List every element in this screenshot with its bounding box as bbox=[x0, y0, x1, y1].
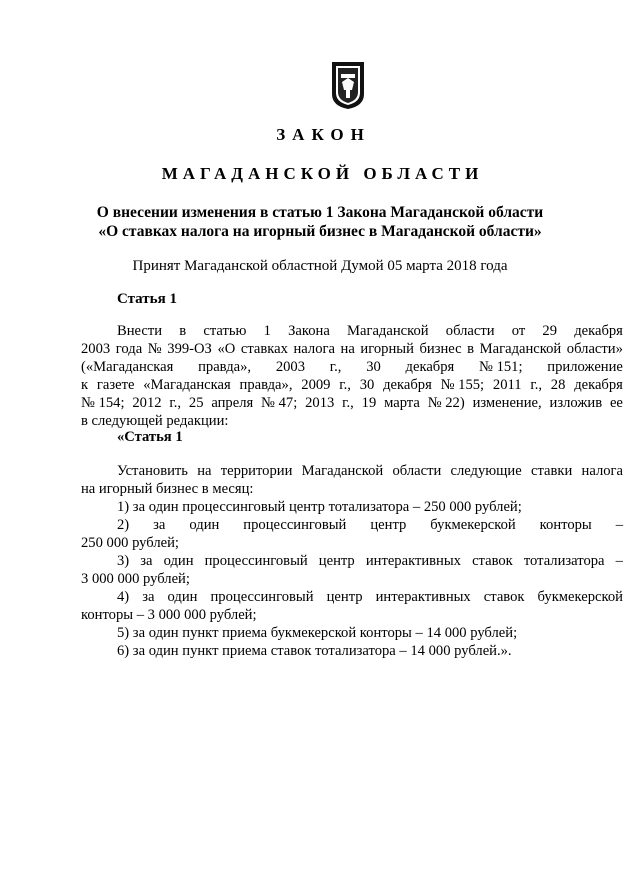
rate-item-5: 5) за один пункт приема букмекерской конторы – 14 000 рублей; bbox=[117, 625, 518, 641]
word: области bbox=[392, 463, 442, 479]
word: 2011 bbox=[492, 377, 522, 393]
paragraph-line bbox=[81, 358, 623, 376]
quoted-article-heading: «Статья 1 bbox=[117, 429, 183, 445]
word: в bbox=[467, 341, 475, 357]
word: декабря bbox=[405, 359, 455, 375]
word: ставки bbox=[530, 463, 573, 479]
word: за bbox=[140, 553, 153, 569]
word: г., bbox=[530, 377, 542, 393]
word: ставок bbox=[472, 553, 513, 569]
word: газете bbox=[96, 377, 135, 393]
rate-item-6: 6) за один пункт приема ставок тотализатора – 14 000 рублей.». bbox=[117, 643, 512, 659]
word: налога bbox=[581, 463, 623, 479]
rate-item-2 bbox=[81, 516, 623, 534]
word: к bbox=[81, 377, 89, 393]
word: изменение, bbox=[472, 395, 542, 411]
word: 2013 bbox=[305, 395, 335, 411]
word: «Магаданская bbox=[143, 377, 231, 393]
word: интерактивных bbox=[375, 589, 471, 605]
word: налога bbox=[293, 341, 335, 357]
word: 2009 bbox=[301, 377, 331, 393]
word: на bbox=[197, 463, 212, 479]
law-title: ЗАКОН bbox=[276, 125, 371, 144]
word: статью bbox=[203, 323, 247, 339]
rate-item-2-continued: 250 000 рублей; bbox=[81, 535, 179, 551]
word: № 155; bbox=[440, 377, 485, 393]
word: ставок bbox=[483, 589, 525, 605]
word: г., bbox=[342, 395, 354, 411]
word: игорный bbox=[360, 341, 414, 357]
rate-item-1: 1) за один процессинговый центр тотализатора – 250 000 рублей; bbox=[117, 499, 522, 515]
word: декабря bbox=[574, 323, 623, 339]
word: 25 bbox=[188, 395, 204, 411]
word: правда», bbox=[198, 359, 252, 375]
word: области» bbox=[566, 341, 623, 357]
word: декабря bbox=[574, 377, 623, 393]
word: букмекерской bbox=[430, 517, 516, 533]
word: 2003 bbox=[275, 359, 306, 375]
word: г., bbox=[329, 359, 342, 375]
word: один bbox=[189, 517, 220, 533]
word: ставках bbox=[240, 341, 288, 357]
region-title: МАГАДАНСКОЙ ОБЛАСТИ bbox=[161, 164, 484, 183]
word: «О bbox=[217, 341, 236, 357]
rates-intro-line bbox=[81, 462, 623, 480]
word: апреля bbox=[211, 395, 254, 411]
word: 4) bbox=[117, 589, 130, 605]
word: Внести bbox=[117, 323, 163, 339]
rate-item-4-continued: конторы – 3 000 000 рублей; bbox=[81, 607, 257, 623]
word: г., bbox=[339, 377, 351, 393]
word: г., bbox=[169, 395, 182, 411]
word: в bbox=[179, 323, 187, 339]
word: центр bbox=[318, 553, 355, 569]
word: 2) bbox=[117, 517, 130, 533]
word: интерактивных bbox=[365, 553, 461, 569]
word: за bbox=[142, 589, 155, 605]
word: букмекерской bbox=[537, 589, 623, 605]
word: конторы bbox=[539, 517, 592, 533]
word: 2012 bbox=[132, 395, 162, 411]
word: Магаданской bbox=[479, 341, 562, 357]
word: тотализатора bbox=[523, 553, 605, 569]
word: один bbox=[167, 589, 198, 605]
law-subtitle-line-1: О внесении изменения в статью 1 Закона Магаданской области bbox=[96, 204, 544, 221]
word: бизнес bbox=[419, 341, 462, 357]
adoption-note: Принят Магаданской областной Думой 05 марта 2018 года bbox=[132, 258, 508, 274]
word: марта bbox=[384, 395, 420, 411]
word: 30 bbox=[366, 359, 381, 375]
word: Магаданской bbox=[301, 463, 384, 479]
article-heading: Статья 1 bbox=[117, 291, 177, 307]
paragraph-line: в следующей редакции: bbox=[81, 413, 229, 429]
word: 2003 bbox=[81, 341, 111, 357]
word: изложив bbox=[549, 395, 603, 411]
word: ее bbox=[609, 395, 623, 411]
word: 1 bbox=[263, 323, 271, 339]
word: № 151; bbox=[479, 359, 523, 375]
word: 399-ОЗ bbox=[167, 341, 212, 357]
word: за bbox=[153, 517, 166, 533]
word: центр bbox=[370, 517, 407, 533]
word: территории bbox=[220, 463, 293, 479]
word: области bbox=[445, 323, 495, 339]
word: Закона bbox=[288, 323, 330, 339]
word: центр bbox=[326, 589, 363, 605]
law-subtitle-line-2: «О ставках налога на игорный бизнес в Магаданской области» bbox=[98, 223, 542, 240]
word: Установить bbox=[117, 463, 188, 479]
word: 19 bbox=[361, 395, 377, 411]
word: декабря bbox=[383, 377, 432, 393]
word: № 22) bbox=[427, 395, 465, 411]
rate-item-3-continued: 3 000 000 рублей; bbox=[81, 571, 190, 587]
word: – bbox=[615, 553, 623, 569]
rate-item-3 bbox=[81, 552, 623, 570]
word: один bbox=[163, 553, 194, 569]
word: года bbox=[115, 341, 143, 357]
paragraph-line bbox=[81, 394, 623, 412]
word: Магаданской bbox=[347, 323, 429, 339]
rate-item-4 bbox=[81, 588, 623, 606]
rates-intro-line: на игорный бизнес в месяц: bbox=[81, 481, 254, 497]
word: на bbox=[340, 341, 355, 357]
word: 3) bbox=[117, 553, 130, 569]
word: № bbox=[147, 341, 162, 357]
word: № 47; bbox=[261, 395, 298, 411]
word: 30 bbox=[359, 377, 375, 393]
word: процессинговый bbox=[210, 589, 314, 605]
word: 28 bbox=[550, 377, 566, 393]
paragraph-line bbox=[81, 340, 623, 358]
word: процессинговый bbox=[204, 553, 308, 569]
word: («Магаданская bbox=[81, 359, 174, 375]
paragraph-line bbox=[81, 376, 623, 394]
paragraph-line bbox=[81, 322, 623, 340]
word: приложение bbox=[547, 359, 623, 375]
word: № 154; bbox=[81, 395, 125, 411]
word: от bbox=[511, 323, 526, 339]
word: процессинговый bbox=[243, 517, 347, 533]
word: следующие bbox=[450, 463, 522, 479]
word: 29 bbox=[542, 323, 558, 339]
word: правда», bbox=[239, 377, 293, 393]
word: – bbox=[615, 517, 623, 533]
magadan-coat-of-arms-icon bbox=[330, 60, 366, 110]
